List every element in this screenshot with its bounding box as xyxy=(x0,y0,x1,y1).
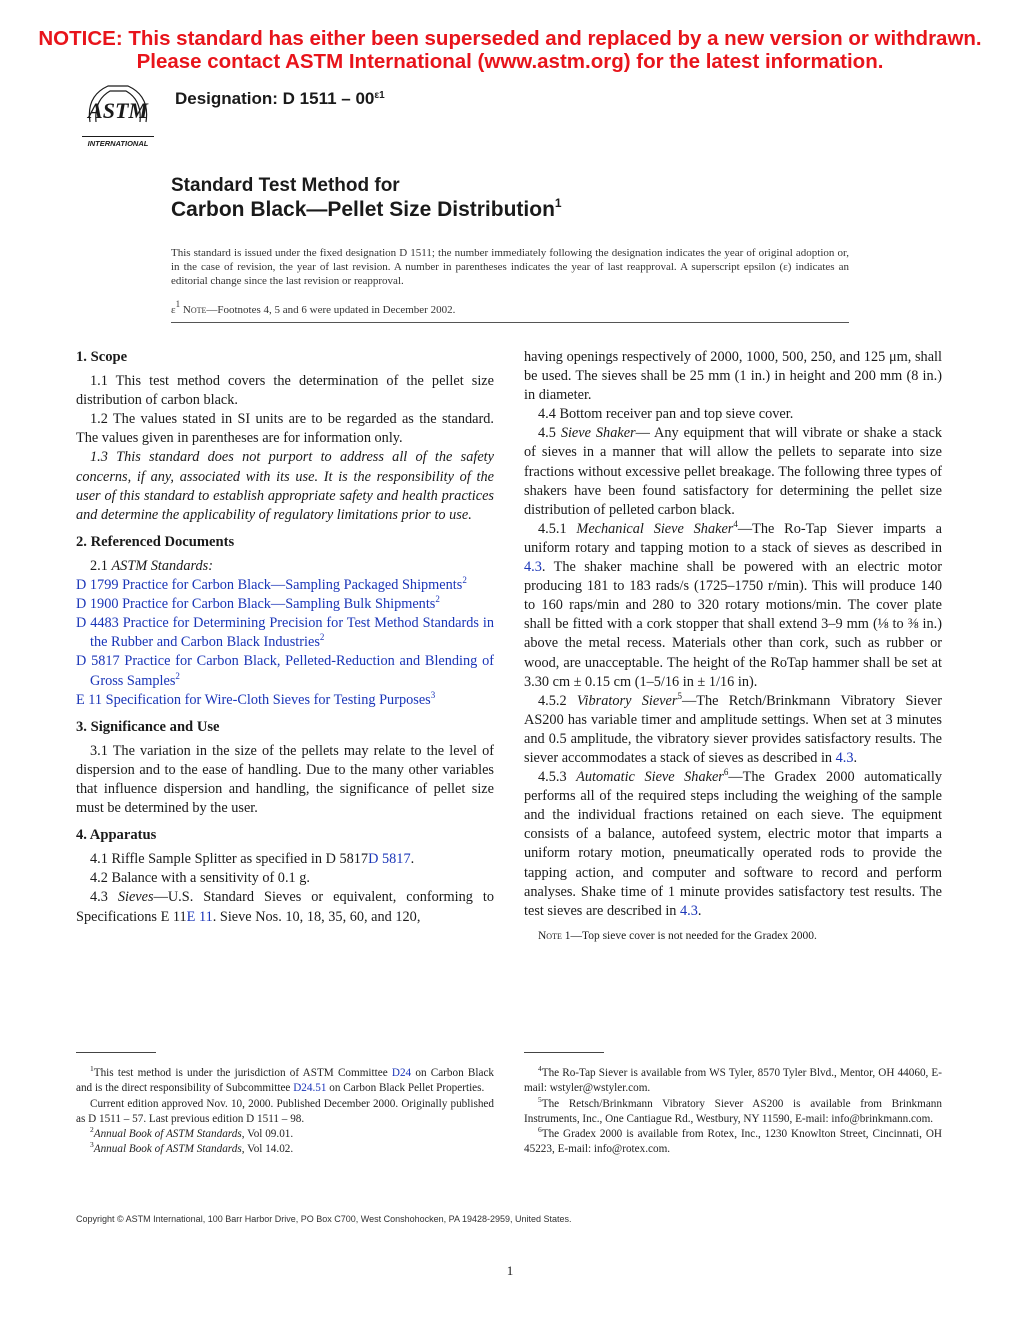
footnote-5: $^5$The Retsch/Brinkmann Vibratory Siever AS200 is available from Brinkmann Instruments, Inc., One Cantiague Rd., Westbury, NY 11590, E-mail: info@brinkmann.com. xyxy=(524,1094,942,1125)
footnotes-left xyxy=(76,1066,494,1158)
ref-link-d1799[interactable]: D 1799 Practice for Carbon Black—Sampling Packaged Shipments$^2$ xyxy=(76,575,467,594)
right-column xyxy=(524,348,942,944)
para-2-1: 2.1 ASTM Standards: xyxy=(90,557,213,574)
para-4-3: 4.3 Sieves—U.S. Standard Sieves or equivalent, conforming to Specifications E 11E 11. Sieve Nos. 10, 18, 35, 60, and 120, xyxy=(76,889,494,925)
para-4-2: 4.2 Balance with a sensitivity of 0.1 g. xyxy=(90,870,310,887)
para-4-5-3: 4.5.3 Automatic Sieve Shaker$^6$—The Gradex 2000 automatically performs all of the required steps including the weighing of the sample and the individual fractions retained on each sieve. The equipment consists of a balance, autofeed system, electric motor that imparts a uniform rotary motion, pneumatically operated rods to provide the tapping action, and computer and software to record and perform analyses. Shake time of 1 minute provides satisfactory test results. The test sieves are described in 4.3. xyxy=(524,767,942,919)
section-refs-heading: 2. Referenced Documents xyxy=(76,533,235,550)
footnote-1: $^1$This test method is under the jurisdiction of ASTM Committee D24 on Carbon Black and is the direct responsibility of Subcommittee D24.51 on Carbon Black Pellet Properties. xyxy=(76,1064,494,1095)
para-4-5-1: 4.5.1 Mechanical Sieve Shaker$^4$—The Ro-Tap Siever imparts a uniform rotary and tapping motion to a stack of sieves as described in 4.3. The shaker machine shall be powered with an electric motor producing 181 to 183 rads/s (1725–1750 r/min). This will produce 140 to 160 raps/min and 280 to 320 rotary motions/min. The cover plate shall be fitted with a cork stopper that shall extend 3–9 mm (⅛ to ⅜ in.) above the metal recess. Materials other than cork, such as rubber or wood, are unacceptable. The height of the RoTap hammer shall be set at 3.30 cm ± 0.15 cm (1–5/16 in ± 1/16 in). xyxy=(524,518,943,690)
footnote-2: $^2$Annual Book of ASTM Standards, Vol 09.01. xyxy=(90,1125,294,1141)
notice-line-2: Please contact ASTM International (www.astm.org) for the latest information. xyxy=(136,50,884,73)
link-4-3-c[interactable]: 4.3 xyxy=(680,902,698,919)
footnotes-right xyxy=(524,1066,942,1158)
epsilon-note xyxy=(171,299,849,316)
designation-sup: ε1 xyxy=(374,90,385,101)
left-column xyxy=(76,348,494,927)
reference-list xyxy=(76,576,494,710)
para-4-1: 4.1 Riffle Sample Splitter as specified in D 5817D 5817. xyxy=(90,851,415,868)
epsilon-note-text: —Footnotes 4, 5 and 6 were updated in December 2002. xyxy=(206,304,456,316)
link-4-3-b[interactable]: 4.3 xyxy=(835,749,854,766)
title-line-2 xyxy=(171,198,562,222)
copyright: Copyright © ASTM International, 100 Barr Harbor Drive, PO Box C700, West Conshohocken, PA 19428-2959, United States. xyxy=(76,1214,572,1224)
logo-text: ASTM xyxy=(88,98,148,123)
para-4-5: 4.5 Sieve Shaker— Any equipment that will vibrate or shake a stack of sieves in a manner that will allow the pellets to separate into size fractions without excessive pellet breakage. The following three types of shakers have been found satisfactory for determining the pellet size distribution of pelleted carbon black. xyxy=(524,425,943,518)
para-3-1: 3.1 The variation in the size of the pellets may relate to the level of dispersion and to the ease of handling. Due to the many other variables that influence dispersion and handling, the significance of pellet size must be determined by the user. xyxy=(76,742,494,817)
link-subcommittee-d2451[interactable]: D24.51 xyxy=(293,1082,327,1095)
logo-subtext: INTERNATIONAL xyxy=(87,139,149,148)
designation-label: Designation: D 1511 – 00 xyxy=(175,89,375,108)
footnote-1-edition: Current edition approved Nov. 10, 2000. Published December 2000. Originally published as D 1511 – 57. Last previous edition D 1511 – 98. xyxy=(76,1097,494,1125)
title-sup: 1 xyxy=(554,196,562,210)
ref-link-e11[interactable]: E 11 Specification for Wire-Cloth Sieves for Testing Purposes$^3$ xyxy=(76,689,436,708)
astm-logo xyxy=(76,78,160,150)
footnote-6: $^6$The Gradex 2000 is available from Rotex, Inc., 1230 Knowlton Street, Cincinnati, OH 45223, E-mail: info@rotex.com. xyxy=(524,1125,942,1156)
para-4-3-continued: having openings respectively of 2000, 1000, 500, 250, and 125 μm, shall be used. The sieves shall be 25 mm (1 in.) in height and 200 mm (8 in.) in diameter. xyxy=(524,349,942,404)
para-1-1: 1.1 This test method covers the determination of the pellet size distribution of carbon black. xyxy=(76,373,494,409)
ref-link-d1900[interactable]: D 1900 Practice for Carbon Black—Sampling Bulk Shipments$^2$ xyxy=(76,594,440,613)
header-rule xyxy=(171,322,849,323)
designation xyxy=(175,89,385,109)
link-d5817[interactable]: D 5817 xyxy=(368,851,411,868)
section-significance-heading: 3. Significance and Use xyxy=(76,718,220,735)
footnote-rule-left xyxy=(76,1052,156,1053)
para-4-5-2: 4.5.2 Vibratory Siever$^5$—The Retch/Brinkmann Vibratory Siever AS200 has variable timer and amplitude settings. When set at 3 minutes and 0.5 amplitude, the vibratory siever provides satisfactory results. The siever accommodates a stack of sieves as described in 4.3. xyxy=(524,690,942,766)
section-scope-heading: 1. Scope xyxy=(76,349,128,365)
note-1: Note 1—Top sieve cover is not needed for the Gradex 2000. xyxy=(538,929,817,942)
notice-line-1: NOTICE: This standard has either been superseded and replaced by a new version or withdrawn. xyxy=(38,27,982,50)
epsilon-sup: 1 xyxy=(175,299,181,309)
page-number: 1 xyxy=(506,1263,514,1278)
para-1-2: 1.2 The values stated in SI units are to be regarded as the standard. The values given in parentheses are for information only. xyxy=(76,411,494,447)
link-4-3-a[interactable]: 4.3 xyxy=(524,559,542,576)
ref-link-d5817[interactable]: D 5817 Practice for Carbon Black, Pelleted-Reduction and Blending of Gross Samples$^2$ xyxy=(76,653,494,689)
epsilon-mark: ε xyxy=(171,304,176,316)
note-label: Note xyxy=(182,304,207,316)
footnote-4: $^4$The Ro-Tap Siever is available from WS Tyler, 8570 Tyler Blvd., Mentor, OH 44060, E-mail: wstyler@wstyler.com. xyxy=(524,1064,942,1095)
para-1-3: 1.3 This standard does not purport to address all of the safety concerns, if any, associated with its use. It is the responsibility of the user of this standard to establish appropriate safety and health practices and determine the applicability of regulatory limitations prior to use. xyxy=(76,449,494,523)
footnote-rule-right xyxy=(524,1052,604,1053)
section-apparatus-heading: 4. Apparatus xyxy=(76,827,157,844)
ref-link-d4483[interactable]: D 4483 Practice for Determining Precision for Test Method Standards in the Rubber and Carbon Black Industries$^2$ xyxy=(76,615,494,651)
issuance-statement: This standard is issued under the fixed designation D 1511; the number immediately following the designation indicates the year of original adoption or, in the case of revision, the year of last revision. A number in parentheses indicates the year of last reapproval. A superscript epsilon (ε) indicates an editorial change since the last revision or reapproval. xyxy=(171,247,849,288)
para-4-4: 4.4 Bottom receiver pan and top sieve cover. xyxy=(538,406,794,423)
footnote-3: $^3$Annual Book of ASTM Standards, Vol 14.02. xyxy=(90,1140,294,1156)
title-main: Carbon Black—Pellet Size Distribution xyxy=(171,198,555,221)
title-line-1: Standard Test Method for xyxy=(171,175,400,196)
link-e11[interactable]: E 11 xyxy=(186,908,213,925)
link-committee-d24[interactable]: D24 xyxy=(391,1067,412,1079)
